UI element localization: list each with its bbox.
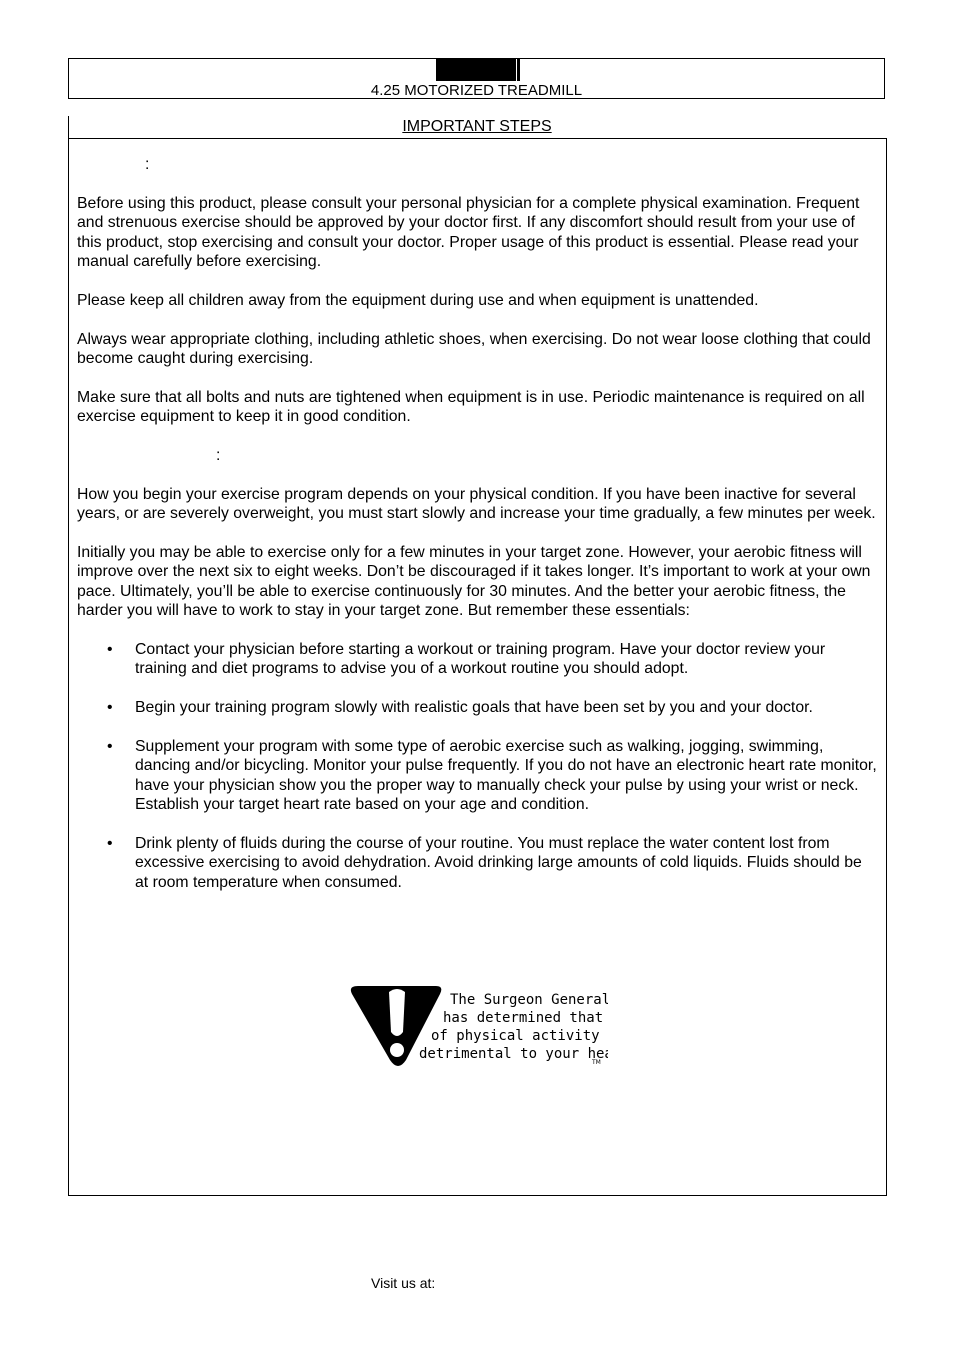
getting-started-heading: : <box>216 447 221 464</box>
list-item-text: Begin your training program slowly with realistic goals that have been set by you and your doctor. <box>135 699 813 717</box>
paragraph: Initially you may be able to exercise only for a few minutes in your target zone. However, your aerobic fitness will improve over the next six to eight weeks. Don’t be discouraged if it takes longer. It’s important to work at your own pace. Ultimately, you’ll be able to exercise continuously for 30 minutes. And the better your aerobic fitness, the harder you will have to work to stay in your target zone. But remember these essentials: <box>77 543 871 620</box>
list-item <box>77 737 878 815</box>
content-body <box>77 155 878 912</box>
logo-text-line-4: detrimental to your he <box>419 1046 605 1062</box>
bullet-icon: • <box>107 835 113 853</box>
paragraph: Please keep all children away from the equipment during use and when equipment is unattended. <box>77 291 759 309</box>
bullet-icon: • <box>107 641 113 658</box>
paragraph: How you begin your exercise program depends on your physical condition. If you have been inactive for several years, or are severely overweight, you must start slowly and increase your time gradually, a few minutes per week. <box>77 485 876 523</box>
safety-heading: : <box>145 156 150 173</box>
bullet-icon: • <box>107 699 113 717</box>
logo-text-line-3: of physical activity is <box>431 1028 608 1044</box>
product-title: 4.25 MOTORIZED TREADMILL <box>370 82 583 99</box>
essentials-list <box>77 640 878 892</box>
section-title: IMPORTANT STEPS <box>402 118 552 135</box>
brand-logo-block <box>436 59 520 81</box>
list-item <box>77 640 878 679</box>
visit-us-text: Visit us at: <box>371 1275 436 1291</box>
list-item <box>77 698 878 717</box>
list-item-text: Supplement your program with some type of aerobic exercise such as walking, jogging, swimming, dancing and/or bicycling. Monitor your pulse frequently. If you do not have an electronic heart rate monitor, have your physician show you the proper way to manually check your pulse by using your wrist or neck. Establish your target heart rate based on your age and condition. <box>135 738 877 814</box>
paragraph: Before using this product, please consult your personal physician for a complete physical examination. Frequent and strenuous exercise should be approved by your doctor first. If any discomfort should result from your use of this product, stop exercising and consult your doctor. Proper usage of this product is essential. Please read your manual carefully before exercising. <box>77 194 860 270</box>
bullet-icon: • <box>107 738 113 755</box>
list-item <box>77 834 878 892</box>
logo-text-line-2: has determined that <box>443 1010 604 1026</box>
trademark-symbol: TM <box>592 1059 601 1066</box>
surgeon-general-logo <box>348 982 608 1072</box>
list-item-text: Contact your physician before starting a workout or training program. Have your doctor review your training and diet programs to advise you of a workout routine you should adopt. <box>135 641 826 678</box>
logo-text-line-1: The Surgeon General <box>450 992 608 1008</box>
paragraph: Always wear appropriate clothing, including athletic shoes, when exercising. Do not wear loose clothing that could become caught during exercising. <box>77 330 871 367</box>
paragraph: Make sure that all bolts and nuts are tightened when equipment is in use. Periodic maintenance is required on all exercise equipment to keep it in good condition. <box>77 388 865 426</box>
header-box <box>68 58 885 99</box>
list-item-text: Drink plenty of fluids during the course of your routine. You must replace the water content lost from excessive exercising to avoid dehydration. Avoid drinking large amounts of cold liquids. Fluids should be at room temperature when consumed. <box>135 835 862 891</box>
warning-exclamation-icon <box>348 982 608 1072</box>
section-divider <box>68 116 69 138</box>
